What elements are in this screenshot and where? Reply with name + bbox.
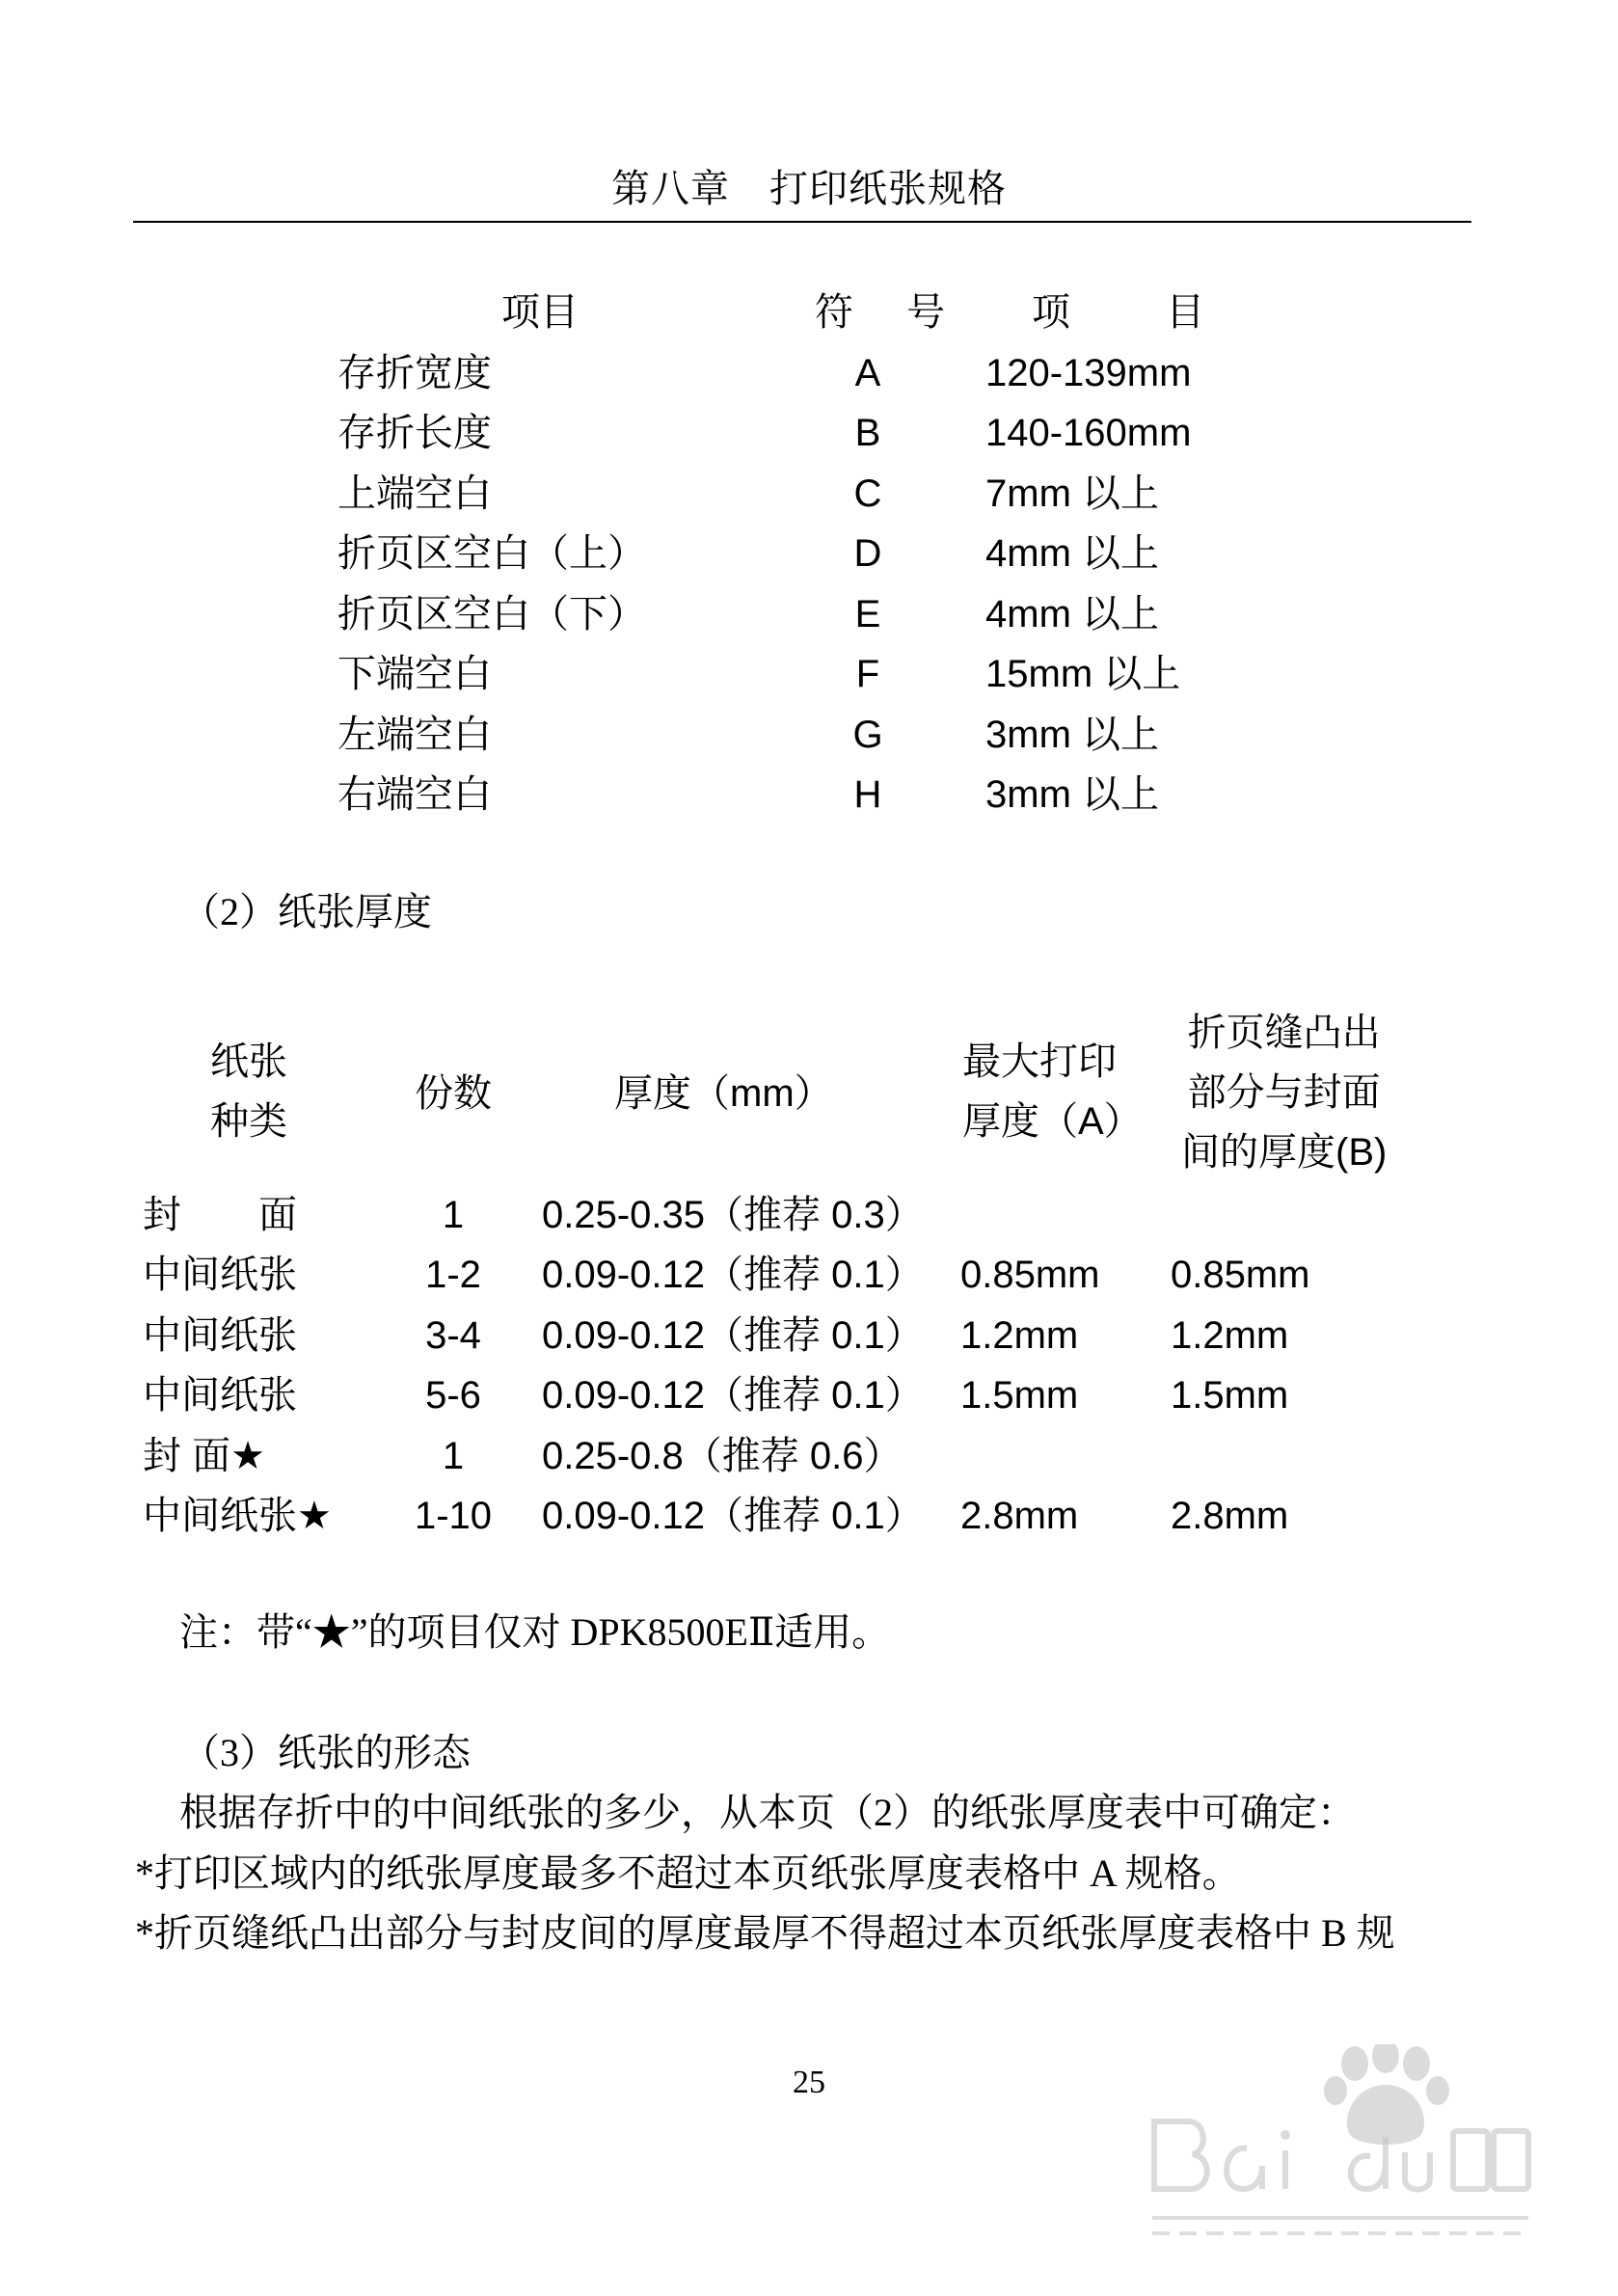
row-thickness: 0.09-0.12（推荐 0.1）	[542, 1314, 924, 1357]
table-header-thickness: 厚度（mm）	[614, 1072, 833, 1115]
table-header-fold-gap: 折页缝凸出 部分与封面 间的厚度(B)	[1181, 1012, 1388, 1174]
baidu-watermark	[1143, 2044, 1538, 2247]
row-item: 存折宽度	[337, 352, 492, 394]
row-count: 1-10	[414, 1495, 493, 1537]
row-paper-type: 封 面	[143, 1194, 297, 1236]
paragraph-line: 根据存折中的中间纸张的多少，从本页（2）的纸张厚度表中可确定：	[179, 1791, 1356, 1834]
row-thickness: 0.09-0.12（推荐 0.1）	[542, 1254, 924, 1296]
row-count: 1	[442, 1435, 465, 1477]
row-thickness: 0.09-0.12（推荐 0.1）	[542, 1374, 924, 1417]
row-thickness: 0.09-0.12（推荐 0.1）	[542, 1495, 924, 1537]
row-symbol: E	[854, 593, 881, 635]
row-symbol: C	[853, 473, 882, 515]
page-number: 25	[793, 2065, 825, 2100]
row-value: 4mm 以上	[985, 532, 1159, 575]
paragraph-line: *打印区域内的纸张厚度最多不超过本页纸张厚度表格中 A 规格。	[135, 1851, 1241, 1895]
row-item: 下端空白	[337, 653, 492, 695]
row-count: 3-4	[425, 1314, 481, 1357]
chapter-title: 第八章 打印纸张规格	[611, 167, 1007, 210]
section-heading: （2）纸张厚度	[181, 890, 432, 933]
row-symbol: G	[852, 714, 883, 756]
row-value: 3mm 以上	[985, 714, 1159, 756]
baidu-paw-icon	[1143, 2044, 1538, 2247]
row-fold-b: 1.2mm	[1171, 1314, 1289, 1357]
row-fold-b: 0.85mm	[1171, 1254, 1310, 1296]
row-value: 7mm 以上	[985, 473, 1159, 515]
row-thickness: 0.25-0.8（推荐 0.6）	[542, 1435, 903, 1477]
row-symbol: A	[854, 352, 881, 394]
row-count: 5-6	[425, 1374, 481, 1417]
row-fold-b: 1.5mm	[1171, 1374, 1289, 1417]
row-value: 4mm 以上	[985, 593, 1159, 635]
row-item: 上端空白	[337, 473, 492, 515]
row-item: 折页区空白（上）	[337, 532, 646, 575]
row-count: 1	[442, 1194, 465, 1236]
row-value: 140-160mm	[985, 412, 1192, 454]
table-header-paper-type: 纸张 种类	[210, 1040, 287, 1143]
row-fold-b: 2.8mm	[1171, 1495, 1289, 1537]
row-item: 存折长度	[337, 412, 492, 454]
row-max-a: 2.8mm	[960, 1495, 1079, 1537]
row-value: 3mm 以上	[985, 773, 1159, 816]
row-item: 折页区空白（下）	[337, 593, 646, 635]
row-symbol: B	[854, 412, 881, 454]
row-value: 15mm 以上	[985, 653, 1181, 695]
note-text: 注：带“★”的项目仅对 DPK8500EⅡ适用。	[179, 1610, 891, 1654]
row-max-a: 1.5mm	[960, 1374, 1079, 1417]
row-value: 120-139mm	[985, 352, 1192, 394]
row-item: 左端空白	[337, 714, 492, 756]
row-count: 1-2	[425, 1254, 481, 1296]
row-paper-type: 中间纸张★	[143, 1495, 332, 1537]
paragraph-line: *折页缝纸凸出部分与封皮间的厚度最厚不得超过本页纸张厚度表格中 B 规	[135, 1911, 1395, 1955]
row-symbol: D	[853, 532, 882, 575]
table-header-symbol: 符 号	[815, 291, 967, 334]
row-max-a: 1.2mm	[960, 1314, 1079, 1357]
row-max-a: 0.85mm	[960, 1254, 1100, 1296]
table-header-max-print: 最大打印 厚度（A）	[962, 1040, 1143, 1143]
row-paper-type: 中间纸张	[143, 1314, 297, 1357]
row-item: 右端空白	[337, 773, 492, 816]
header-divider	[133, 221, 1471, 223]
row-symbol: F	[855, 653, 880, 695]
table-header-item: 项目	[501, 291, 579, 334]
row-paper-type: 封 面★	[143, 1435, 265, 1477]
row-paper-type: 中间纸张	[143, 1374, 297, 1417]
section-heading: （3）纸张的形态	[181, 1731, 471, 1774]
table-header-value: 项 目	[1032, 291, 1248, 334]
row-paper-type: 中间纸张	[143, 1254, 297, 1296]
row-symbol: H	[853, 773, 882, 816]
row-thickness: 0.25-0.35（推荐 0.3）	[542, 1194, 924, 1236]
table-header-count: 份数	[415, 1072, 492, 1115]
